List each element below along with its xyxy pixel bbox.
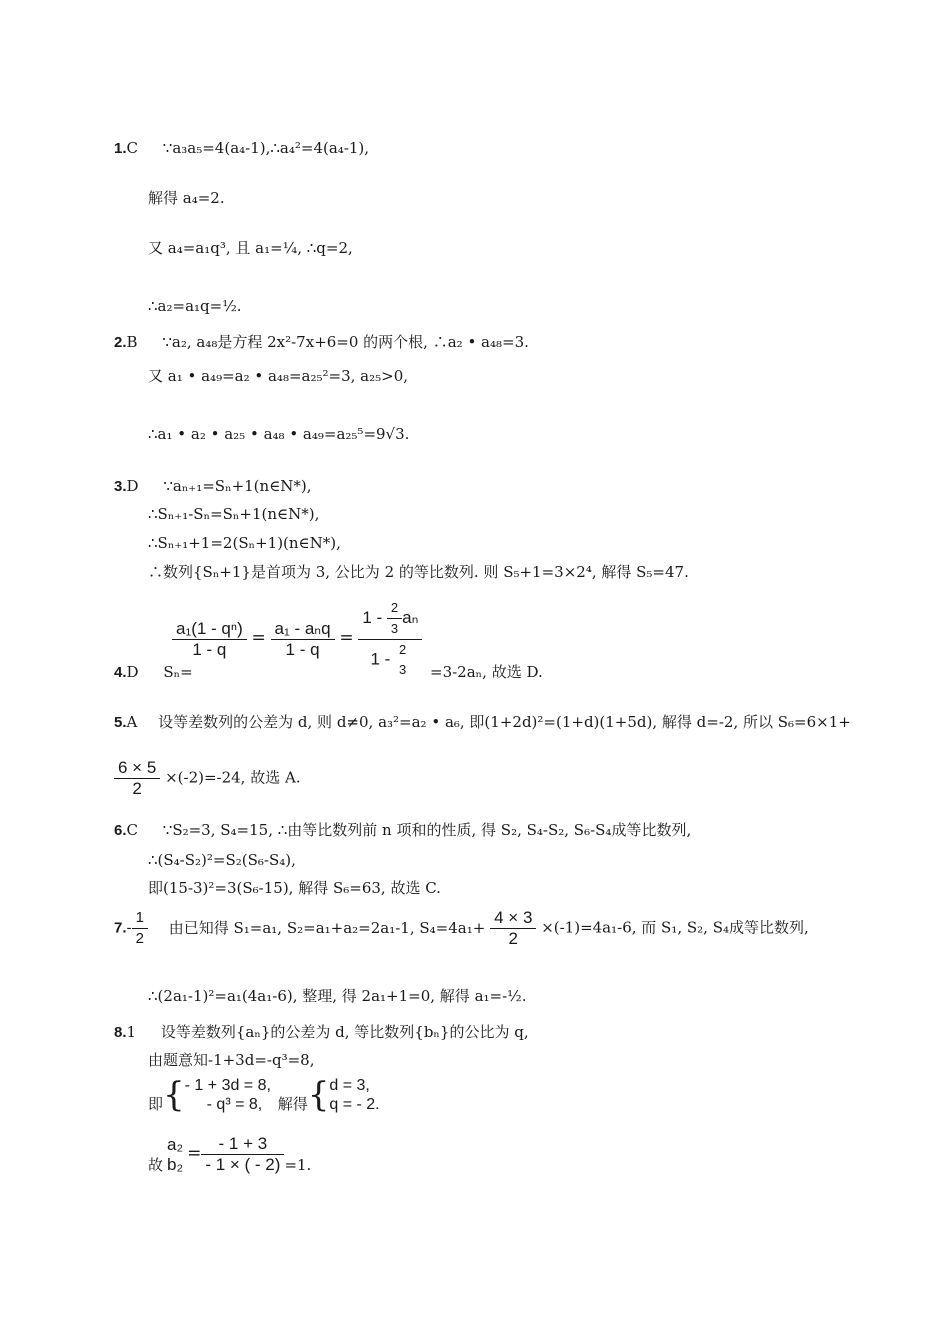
problem-number: 5. <box>114 714 127 731</box>
equation-systems <box>148 1076 380 1114</box>
solution-line: =1. <box>284 1156 312 1174</box>
problem-answer: D <box>126 663 139 681</box>
final-result <box>148 1134 311 1175</box>
fraction <box>172 619 247 660</box>
answer-fraction <box>132 908 148 949</box>
numerator: a₁(1 - qⁿ) <box>176 618 243 638</box>
numerator: 1 <box>135 909 144 926</box>
problem-number: 1. <box>114 140 127 157</box>
problem-4-header <box>114 662 193 683</box>
fraction <box>201 1134 284 1175</box>
solution-line: ∵a₃a₅=4(a₄-1),∴a₄²=4(a₄-1), <box>162 139 370 157</box>
denominator: 1 - q <box>271 639 335 660</box>
numerator <box>358 598 422 639</box>
solution-line: ∴(2a₁-1)²=a₁(4a₁-6), 整理, 得 2a₁+1=0, 解得 a₁=-½. <box>148 987 527 1005</box>
solution-line: 又 a₄=a₁q³, 且 a₁=¼, ∴q=2, <box>148 239 353 257</box>
problem-answer: 1 <box>126 1023 137 1041</box>
solution-line: ∴Sₙ₊₁+1=2(Sₙ+1)(n∈N*), <box>148 534 341 552</box>
solution-line: 又 a₁ • a₄₉=a₂ • a₄₈=a₂₅²=3, a₂₅>0, <box>148 367 409 385</box>
solution-line: ∵aₙ₊₁=Sₙ+1(n∈N*), <box>163 477 312 495</box>
problem-number: 4. <box>114 664 127 681</box>
fraction <box>163 1135 187 1175</box>
problem-number: 3. <box>114 478 127 495</box>
solution-line: ∴a₁ • a₂ • a₂₅ • a₄₈ • a₄₉=a₂₅⁵=9√3. <box>148 425 410 443</box>
left-brace: { <box>163 1075 185 1115</box>
problem-answer: D <box>126 477 139 495</box>
fraction <box>490 908 536 949</box>
equation: d = 3, <box>329 1077 370 1094</box>
text: 1 - <box>362 607 383 627</box>
problem-answer: C <box>126 139 138 157</box>
denominator <box>358 639 422 680</box>
denominator: 3 <box>387 618 402 639</box>
numerator: 2 <box>399 642 407 657</box>
inner-fraction <box>387 598 402 639</box>
denominator: 2 <box>490 928 536 949</box>
equals-sign: = <box>251 628 266 648</box>
solution-line: 由已知得 S₁=a₁, S₂=a₁+a₂=2a₁-1, S₄=4a₁+ <box>168 918 486 937</box>
text: 1 - <box>370 649 391 669</box>
solution-line: ∴a₂=a₁q=½. <box>148 297 242 315</box>
solution-line: ×(-2)=-24, 故选 A. <box>165 768 301 787</box>
problem-2-header <box>114 332 529 353</box>
numerator: 6 × 5 <box>118 758 157 777</box>
denominator: 3 <box>399 662 407 677</box>
solution-line: ∴(S₄-S₂)²=S₂(S₆-S₄), <box>148 851 296 869</box>
solution-line: ∴数列{Sₙ+1}是首项为 3, 公比为 2 的等比数列. 则 S₅+1=3×2⁴, 解得 S₅=47. <box>148 563 689 581</box>
problem-number: 7. <box>114 919 127 937</box>
solution-line: =3-2aₙ, 故选 D. <box>430 663 543 681</box>
equation: q = - 2. <box>329 1096 380 1113</box>
solution-line: 由题意知-1+3d=-q³=8, <box>148 1051 315 1069</box>
solution-line: 解得 <box>277 1095 308 1113</box>
problem-answer: A <box>126 713 138 731</box>
denominator: 1 - q <box>172 639 247 660</box>
denominator: - 1 × ( - 2) <box>201 1154 284 1175</box>
inner-fraction <box>395 640 410 680</box>
solution-line: Sₙ= <box>163 663 193 681</box>
problem-number: 8. <box>114 1024 127 1041</box>
problem-7-header <box>114 908 809 949</box>
problem-8-header <box>114 1022 529 1043</box>
equation: - 1 + 3d = 8, <box>184 1077 271 1094</box>
problem-5-header <box>114 712 851 733</box>
solution-line: ×(-1)=4a₁-6, 而 S₁, S₂, S₄成等比数列, <box>541 918 809 937</box>
numerator: a₂ <box>167 1134 184 1154</box>
solution-line: 设等差数列{aₙ}的公差为 d, 等比数列{bₙ}的公比为 q, <box>160 1023 529 1041</box>
problem-3-header <box>114 476 312 497</box>
numerator: 2 <box>390 600 399 615</box>
left-brace: { <box>307 1075 330 1115</box>
solution-line: 设等差数列的公差为 d, 则 d≠0, a₃²=a₂ • a₆, 即(1+2d)²=(1+d)(1+5d), 解得 d=-2, 所以 S₆=6×1+ <box>158 713 851 731</box>
text: aₙ <box>402 607 419 627</box>
problem-number: 2. <box>114 334 127 351</box>
problem-6-header <box>114 820 691 841</box>
solution-line: 即(15-3)²=3(S₆-15), 解得 S₆=63, 故选 C. <box>148 879 441 897</box>
solution-line-with-fraction <box>114 758 301 799</box>
equals-sign: = <box>339 628 354 648</box>
answer-sign: - <box>126 918 132 937</box>
solution-line: ∴Sₙ₊₁-Sₙ=Sₙ+1(n∈N*), <box>148 505 320 523</box>
solution-line: ∵a₂, a₄₈是方程 2x²-7x+6=0 的两个根, ∴a₂ • a₄₈=3. <box>162 333 529 351</box>
equation-system <box>185 1076 271 1114</box>
denominator: b₂ <box>167 1154 184 1174</box>
numerator: 4 × 3 <box>494 908 533 927</box>
problem-number: 6. <box>114 822 127 839</box>
problem-answer: B <box>126 333 138 351</box>
denominator: 2 <box>132 928 148 949</box>
solution-line: 故 <box>148 1156 164 1174</box>
sum-formula <box>172 598 422 680</box>
solution-line: 解得 a₄=2. <box>148 189 225 207</box>
problem-answer: C <box>126 821 138 839</box>
equation-system <box>329 1076 379 1114</box>
denominator: 2 <box>114 778 160 799</box>
equation: - q³ = 8, <box>206 1096 263 1113</box>
solution-line: 即 <box>148 1095 164 1113</box>
numerator: a₁ - aₙq <box>274 618 331 638</box>
equals-sign: = <box>187 1143 202 1164</box>
fraction <box>114 758 160 799</box>
compound-fraction <box>358 598 422 680</box>
numerator: - 1 + 3 <box>218 1134 268 1153</box>
problem-1-header <box>114 138 369 159</box>
fraction <box>271 619 335 660</box>
solution-line: ∵S₂=3, S₄=15, ∴由等比数列前 n 项和的性质, 得 S₂, S₄-S₂, S₆-S₄成等比数列, <box>162 821 692 839</box>
